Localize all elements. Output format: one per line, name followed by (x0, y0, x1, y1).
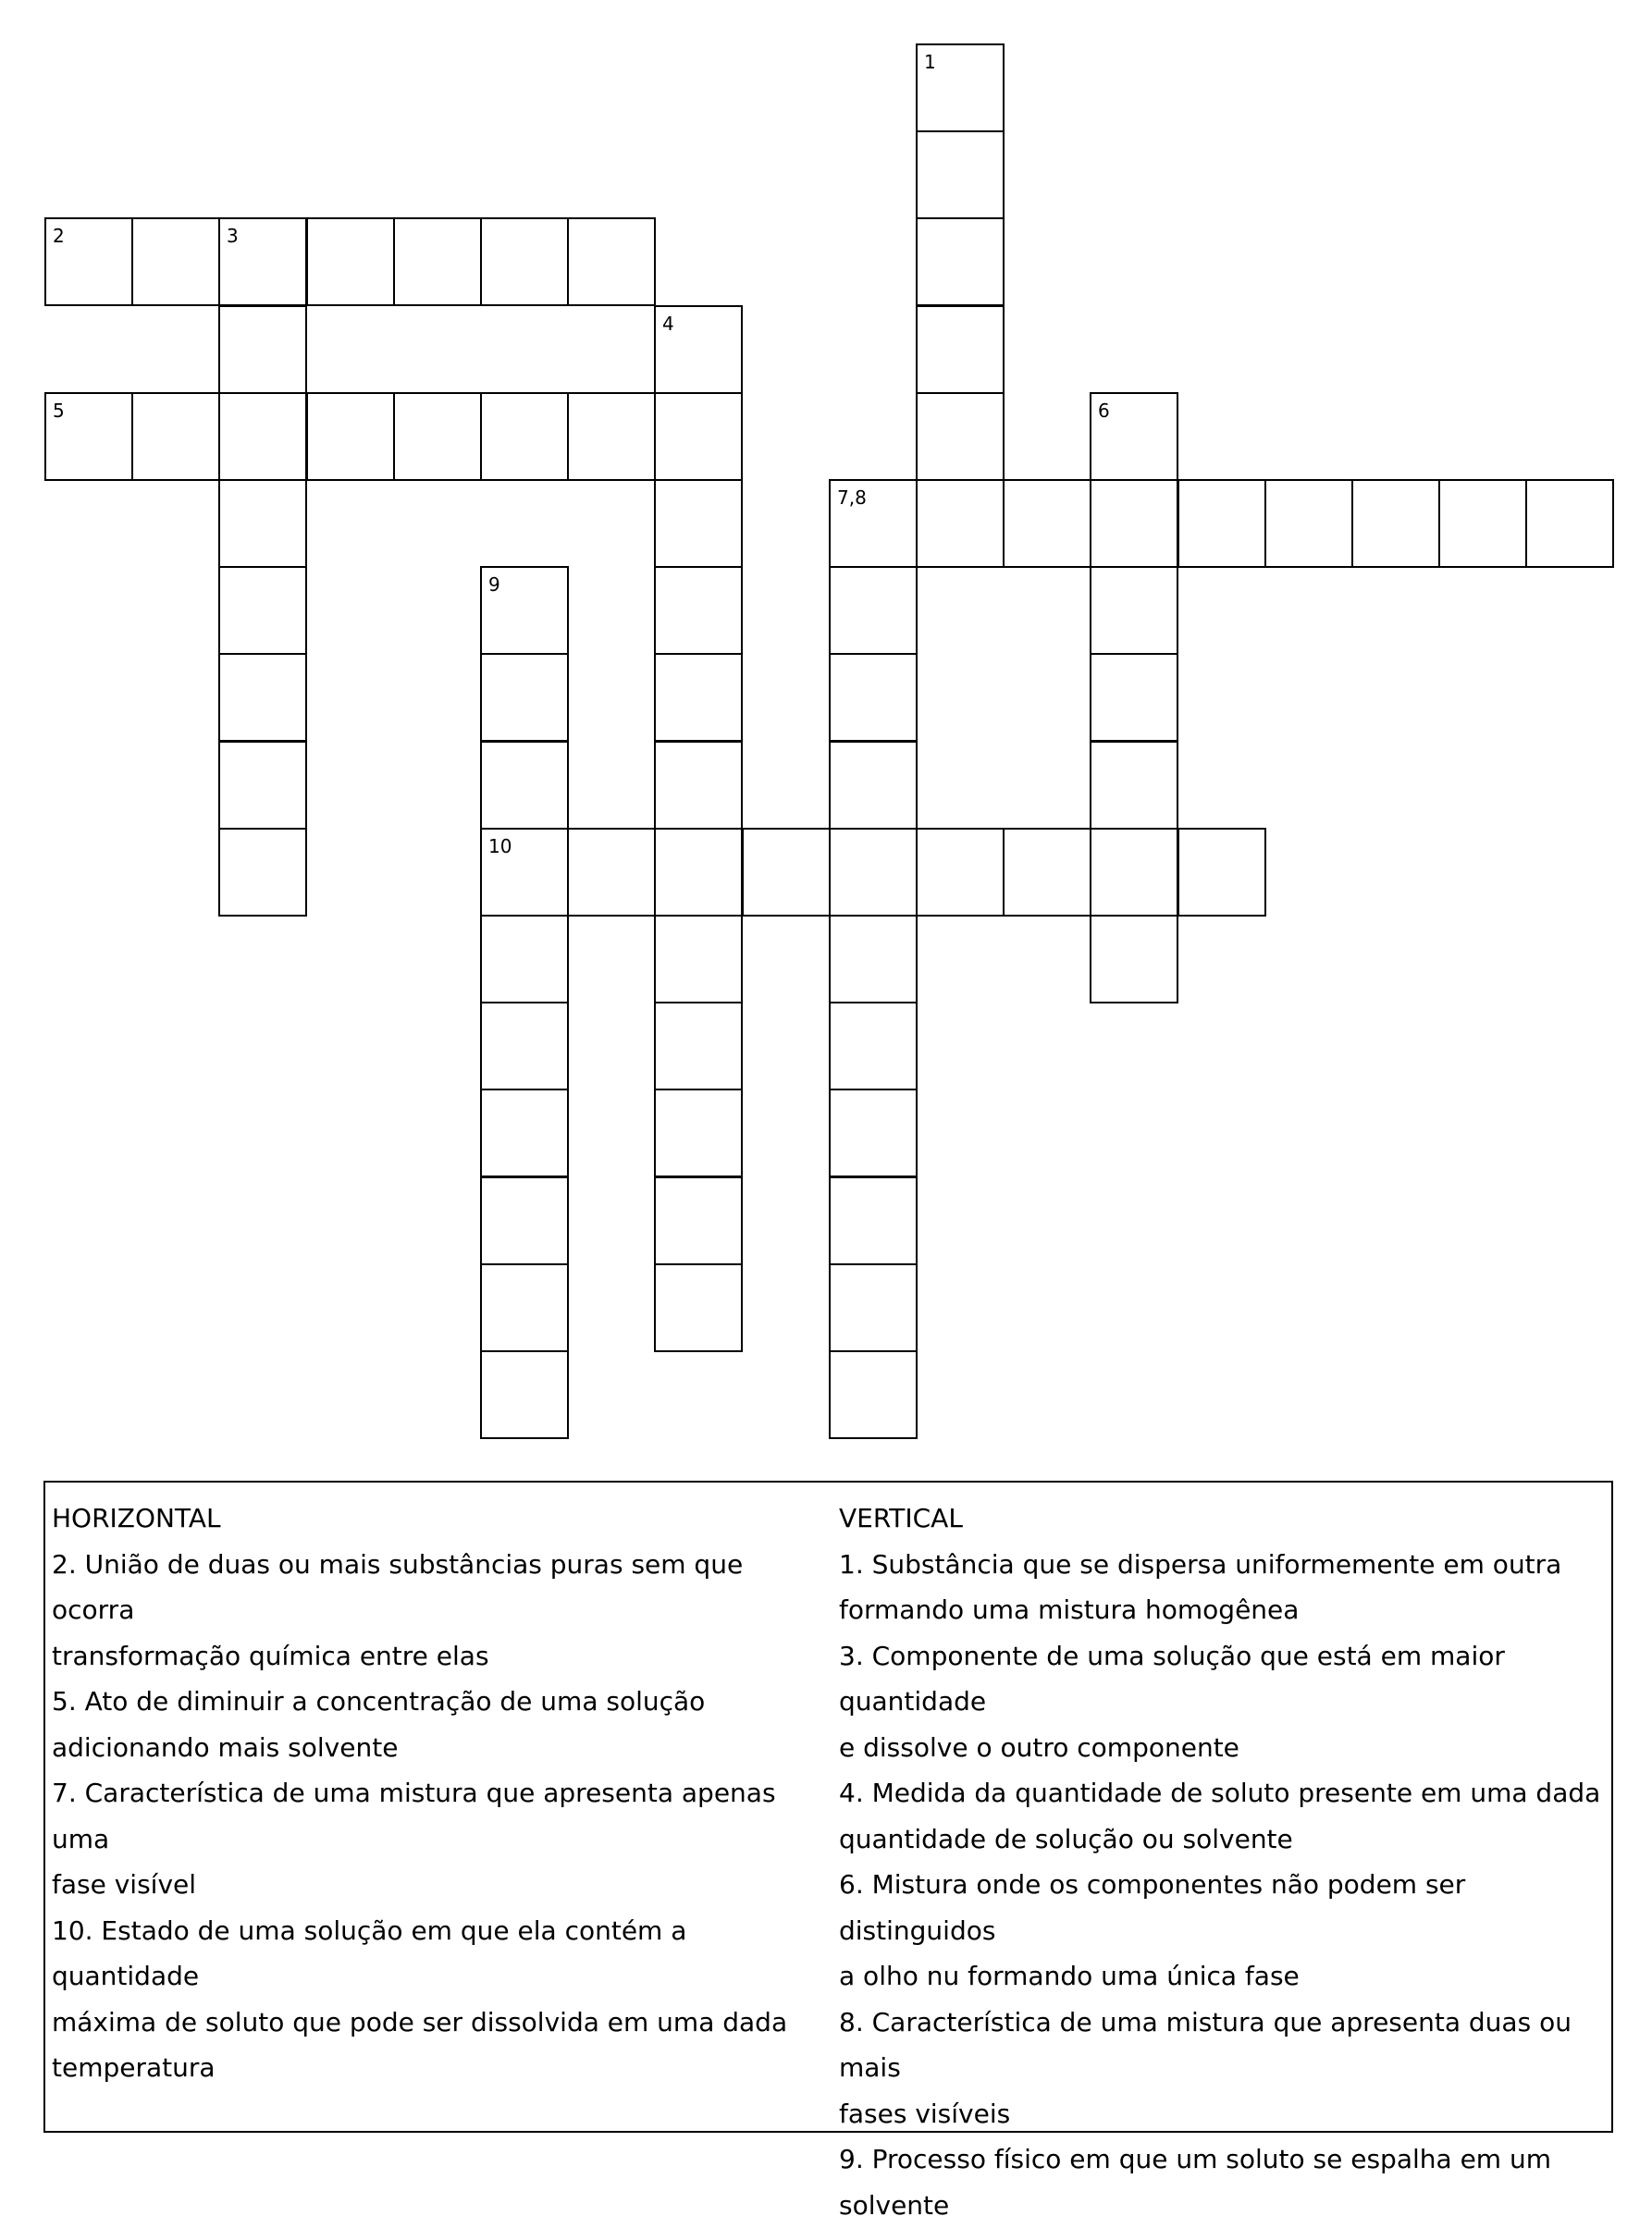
crossword-cell[interactable] (916, 392, 1005, 481)
clue-number: 3 (227, 226, 239, 246)
crossword-cell[interactable] (742, 828, 831, 917)
crossword-cell[interactable] (1003, 828, 1091, 917)
crossword-cell[interactable] (1351, 479, 1440, 568)
clue-line: a olho nu formando uma única fase (839, 1953, 1611, 2000)
clue-number: 2 (53, 226, 65, 246)
crossword-cell[interactable] (654, 1176, 743, 1265)
crossword-cell[interactable] (1090, 915, 1178, 1003)
clue-number: 9 (488, 574, 500, 595)
crossword-cell[interactable] (393, 217, 482, 306)
crossword-cell[interactable] (829, 915, 918, 1003)
crossword-cell[interactable] (480, 828, 569, 917)
crossword-cell[interactable] (829, 653, 918, 742)
crossword-cell[interactable] (1525, 479, 1614, 568)
clue-line: temperatura (52, 2045, 820, 2091)
clue-line: 1. Substância que se dispersa uniformemente em outra (839, 1542, 1611, 1588)
crossword-cell[interactable] (1003, 479, 1091, 568)
crossword-cell[interactable] (654, 305, 743, 394)
clue-number: 4 (662, 314, 674, 334)
crossword-cell[interactable] (654, 1002, 743, 1090)
crossword-cell[interactable] (1090, 392, 1178, 481)
crossword-cell[interactable] (567, 392, 656, 481)
crossword-cell[interactable] (480, 217, 569, 306)
crossword-cell[interactable] (1090, 479, 1178, 568)
crossword-cell[interactable] (829, 479, 918, 568)
crossword-cell[interactable] (44, 392, 133, 481)
crossword-cell[interactable] (1090, 653, 1178, 742)
crossword-cell[interactable] (393, 392, 482, 481)
horizontal-title: HORIZONTAL (52, 1496, 820, 1542)
crossword-cell[interactable] (829, 1350, 918, 1439)
crossword-cell[interactable] (829, 1176, 918, 1265)
clue-number: 6 (1098, 400, 1110, 421)
crossword-cell[interactable] (916, 43, 1005, 132)
clue-line: 9. Processo físico em que um soluto se espalha em um (839, 2136, 1611, 2183)
clue-line: 7. Característica de uma mistura que apresenta apenas uma (52, 1770, 820, 1862)
crossword-cell[interactable] (480, 741, 569, 830)
crossword-cell[interactable] (654, 741, 743, 830)
crossword-cell[interactable] (829, 566, 918, 655)
clue-line: solvente (839, 2183, 1611, 2228)
crossword-cell[interactable] (654, 1089, 743, 1177)
crossword-cell[interactable] (131, 392, 220, 481)
crossword-cell[interactable] (218, 741, 307, 830)
crossword-cell[interactable] (480, 1263, 569, 1352)
crossword-cell[interactable] (1090, 828, 1178, 917)
horizontal-clues (52, 1496, 820, 2091)
crossword-cell[interactable] (218, 392, 307, 481)
crossword-cell[interactable] (916, 305, 1005, 394)
crossword-cell[interactable] (480, 1089, 569, 1177)
crossword-cell[interactable] (567, 217, 656, 306)
clue-number: 1 (924, 52, 936, 72)
crossword-cell[interactable] (829, 1089, 918, 1177)
crossword-cell[interactable] (131, 217, 220, 306)
crossword-cell[interactable] (480, 653, 569, 742)
crossword-cell[interactable] (916, 130, 1005, 219)
clue-line: e dissolve o outro componente (839, 1725, 1611, 1771)
crossword-cell[interactable] (916, 479, 1005, 568)
crossword-cell[interactable] (654, 828, 743, 917)
crossword-cell[interactable] (654, 915, 743, 1003)
clue-number: 10 (488, 836, 512, 856)
crossword-cell[interactable] (1177, 828, 1266, 917)
crossword-cell[interactable] (218, 479, 307, 568)
crossword-cell[interactable] (916, 217, 1005, 306)
crossword-cell[interactable] (916, 828, 1005, 917)
crossword-cell[interactable] (829, 1002, 918, 1090)
crossword-cell[interactable] (218, 217, 307, 306)
crossword-cell[interactable] (480, 915, 569, 1003)
clue-number: 5 (53, 400, 65, 421)
crossword-cell[interactable] (1090, 741, 1178, 830)
crossword-cell[interactable] (829, 828, 918, 917)
vertical-title: VERTICAL (839, 1496, 1611, 1542)
crossword-cell[interactable] (567, 828, 656, 917)
crossword-cell[interactable] (1438, 479, 1527, 568)
clue-line: 2. União de duas ou mais substâncias puras sem que ocorra (52, 1542, 820, 1633)
crossword-cell[interactable] (218, 653, 307, 742)
clues-box (43, 1481, 1613, 2133)
clue-line: quantidade de solução ou solvente (839, 1816, 1611, 1863)
clue-line: 4. Medida da quantidade de soluto presente em uma dada (839, 1770, 1611, 1816)
clue-line: 3. Componente de uma solução que está em maior quantidade (839, 1633, 1611, 1725)
crossword-cell[interactable] (306, 217, 395, 306)
crossword-cell[interactable] (654, 479, 743, 568)
clue-line: formando uma mistura homogênea (839, 1587, 1611, 1633)
crossword-cell[interactable] (654, 566, 743, 655)
crossword-cell[interactable] (654, 653, 743, 742)
crossword-cell[interactable] (218, 305, 307, 394)
crossword-cell[interactable] (44, 217, 133, 306)
clue-number: 7,8 (837, 487, 867, 508)
crossword-cell[interactable] (654, 392, 743, 481)
clue-line: 8. Característica de uma mistura que apresenta duas ou mais (839, 2000, 1611, 2091)
crossword-cell[interactable] (218, 566, 307, 655)
clue-line: fase visível (52, 1862, 820, 1908)
crossword-cell[interactable] (829, 741, 918, 830)
crossword-cell[interactable] (1264, 479, 1353, 568)
crossword-cell[interactable] (306, 392, 395, 481)
crossword-cell[interactable] (480, 566, 569, 655)
crossword-cell[interactable] (480, 1002, 569, 1090)
clue-line: 6. Mistura onde os componentes não podem ser distinguidos (839, 1862, 1611, 1953)
crossword-cell[interactable] (480, 1350, 569, 1439)
clue-line: máxima de soluto que pode ser dissolvida em uma dada (52, 2000, 820, 2046)
crossword-cell[interactable] (654, 1263, 743, 1352)
clue-line: fases visíveis (839, 2091, 1611, 2137)
crossword-cell[interactable] (480, 392, 569, 481)
crossword-cell[interactable] (1177, 479, 1266, 568)
crossword-cell[interactable] (218, 828, 307, 917)
clue-line: transformação química entre elas (52, 1633, 820, 1680)
clue-line: 10. Estado de uma solução em que ela contém a quantidade (52, 1908, 820, 2000)
crossword-cell[interactable] (480, 1176, 569, 1265)
crossword-cell[interactable] (829, 1263, 918, 1352)
vertical-clues (839, 1496, 1611, 2228)
crossword-cell[interactable] (1090, 566, 1178, 655)
clue-line: adicionando mais solvente (52, 1725, 820, 1771)
clue-line: 5. Ato de diminuir a concentração de uma solução (52, 1679, 820, 1725)
